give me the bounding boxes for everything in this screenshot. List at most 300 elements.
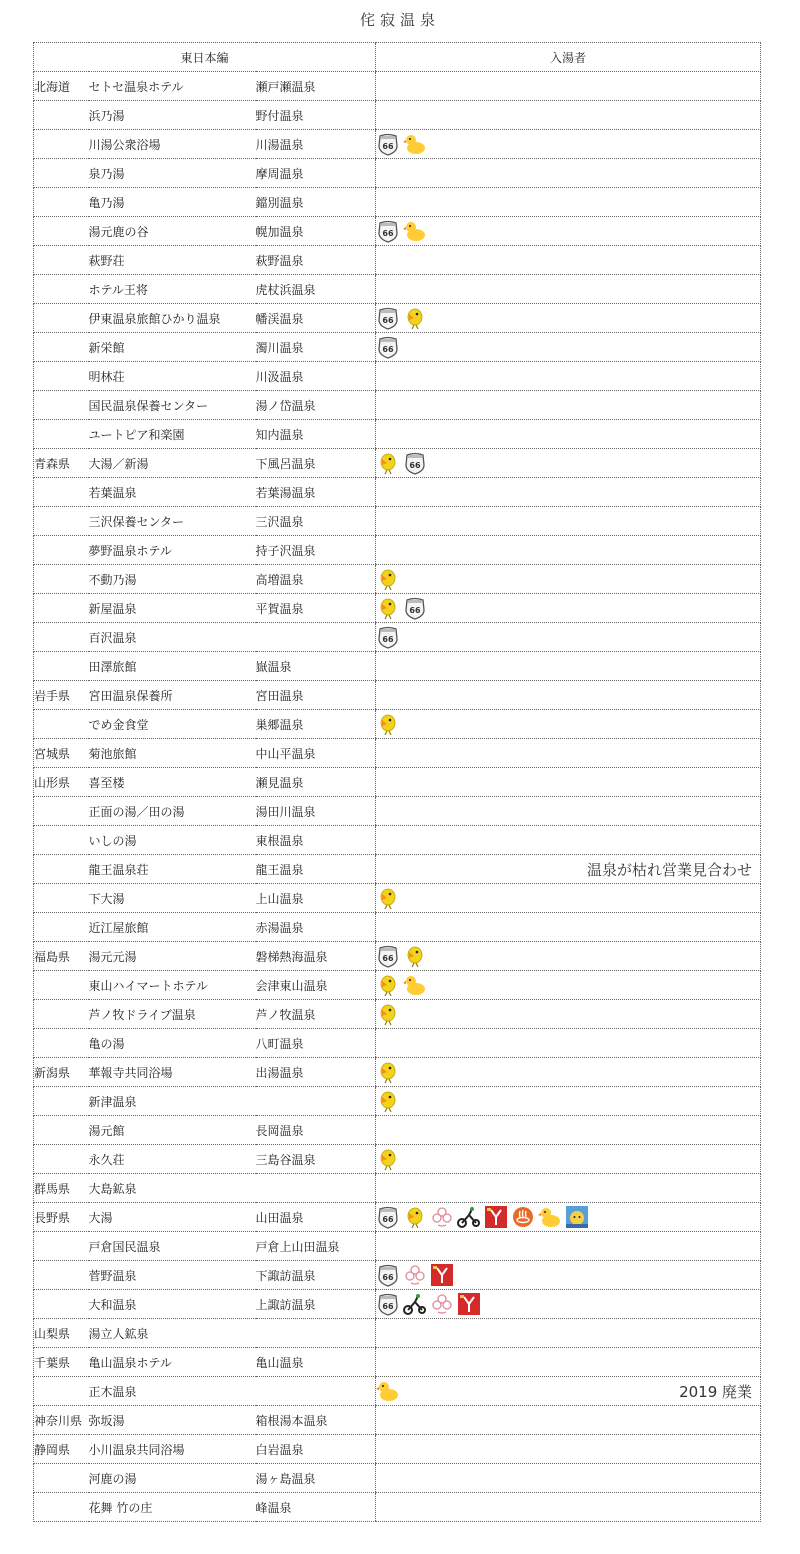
visitor-cell [376,797,761,826]
route66-icon [376,944,400,968]
onsen-area-cell: 赤湯温泉 [256,913,376,942]
prefecture-cell: 青森県 [34,449,89,478]
route66-icon [376,1292,400,1316]
status-note: 2019 廃業 [679,1383,753,1401]
route66-icon [376,306,400,330]
onsen-area-cell: 川湯温泉 [256,130,376,159]
onsen-area-cell [256,623,376,652]
onsen-area-cell: 知内温泉 [256,420,376,449]
prefecture-cell: 山梨県 [34,1319,89,1348]
visitor-cell [376,623,761,652]
table-row [34,913,761,942]
prefecture-cell [34,594,89,623]
visitor-cell [376,1000,761,1029]
prefecture-cell [34,333,89,362]
visitor-cell [376,1493,761,1522]
prefecture-cell [34,855,89,884]
table-row [34,1174,761,1203]
svg-text:66: 66 [382,142,394,151]
table-row [34,1087,761,1116]
onsen-name-cell: 喜至楼 [89,768,256,797]
bird-icon [376,712,400,736]
visitor-cell [376,188,761,217]
visitor-cell [376,826,761,855]
onsen-name-cell: 百沢温泉 [89,623,256,652]
visitor-icons [376,1060,400,1084]
visitor-cell [376,913,761,942]
table-row [34,333,761,362]
visitor-cell [376,1116,761,1145]
onsen-area-cell: 宮田温泉 [256,681,376,710]
onsen-area-cell: 野付温泉 [256,101,376,130]
visitor-cell [376,1087,761,1116]
svg-text:66: 66 [409,606,421,615]
visitor-cell [376,449,761,478]
visitor-icons [376,306,427,330]
visitor-icons [376,886,400,910]
onsen-name-cell: 湯元元湯 [89,942,256,971]
table-row [34,942,761,971]
prefecture-cell [34,797,89,826]
prefecture-cell [34,1145,89,1174]
onsen-area-cell: 三島谷温泉 [256,1145,376,1174]
visitor-cell [376,478,761,507]
onsen-name-cell: 新津温泉 [89,1087,256,1116]
onsen-name-cell: 河鹿の湯 [89,1464,256,1493]
visitor-cell [376,681,761,710]
visitor-icons [376,712,400,736]
visitor-cell [376,246,761,275]
onsen-area-cell: 湯ノ岱温泉 [256,391,376,420]
prefecture-cell [34,623,89,652]
prefecture-cell [34,971,89,1000]
prefecture-cell: 群馬県 [34,1174,89,1203]
onsen-area-cell: 上諏訪温泉 [256,1290,376,1319]
page-title: 侘寂温泉 [359,11,440,29]
prefecture-cell [34,246,89,275]
flower-icon [430,1292,454,1316]
table-row [34,101,761,130]
onsen-name-cell: 三沢保養センター [89,507,256,536]
visitor-cell [376,739,761,768]
svg-text:66: 66 [382,316,394,325]
bird-icon [376,1089,400,1113]
prefecture-cell: 神奈川県 [34,1406,89,1435]
table-row [34,1058,761,1087]
onsen-name-cell: 近江屋旅館 [89,913,256,942]
prefecture-cell: 山形県 [34,768,89,797]
table-row [34,1348,761,1377]
prefecture-cell [34,362,89,391]
table-header-row [34,43,761,72]
onsen-name-cell: 新屋温泉 [89,594,256,623]
table-row [34,855,761,884]
onsen-name-cell: 湯元鹿の谷 [89,217,256,246]
onsen-area-cell: 山田温泉 [256,1203,376,1232]
duck-icon [403,973,427,997]
table-row [34,623,761,652]
visitor-cell [376,1348,761,1377]
region-header: 東日本編 [34,43,376,72]
prefecture-cell [34,884,89,913]
visitors-header: 入湯者 [376,43,761,72]
visitor-icons [376,219,427,243]
visitor-cell [376,420,761,449]
motorbike-icon [403,1292,427,1316]
onsen-name-cell: 菅野温泉 [89,1261,256,1290]
bird-icon [376,596,400,620]
prefecture-cell [34,188,89,217]
prefecture-cell [34,1000,89,1029]
table-row [34,884,761,913]
onsen-name-cell: 永久荘 [89,1145,256,1174]
svg-text:66: 66 [382,1273,394,1282]
onsen-area-cell: 持子沢温泉 [256,536,376,565]
bird-icon [376,886,400,910]
table-row [34,1116,761,1145]
svg-text:66: 66 [382,345,394,354]
table-row [34,217,761,246]
onsen-area-cell: 白岩温泉 [256,1435,376,1464]
visitor-cell [376,565,761,594]
prefecture-cell [34,391,89,420]
table-row [34,1145,761,1174]
onsen-area-cell: 虎杖浜温泉 [256,275,376,304]
prefecture-cell [34,507,89,536]
table-row [34,478,761,507]
bird-icon [376,567,400,591]
bird-icon [376,451,400,475]
visitor-cell [376,594,761,623]
onsen-name-cell: 菊池旅館 [89,739,256,768]
visitor-icons [376,335,400,359]
visitor-cell [376,304,761,333]
table-row [34,188,761,217]
flower-icon [430,1205,454,1229]
onsen-name-cell: 弥坂湯 [89,1406,256,1435]
svg-text:66: 66 [382,229,394,238]
prefecture-cell: 静岡県 [34,1435,89,1464]
onsen-name-cell: 夢野温泉ホテル [89,536,256,565]
route66-icon [403,451,427,475]
visitor-cell [376,884,761,913]
prefecture-cell [34,478,89,507]
visitor-icons [376,1089,400,1113]
bird-icon [376,973,400,997]
route66-icon [376,132,400,156]
prefecture-cell [34,1493,89,1522]
visitor-cell [376,1203,761,1232]
onsen-area-cell: 龍王温泉 [256,855,376,884]
table-row [34,1232,761,1261]
visitor-icons [376,1147,400,1171]
prefecture-cell [34,1377,89,1406]
route66-icon [376,1205,400,1229]
table-row [34,1377,761,1406]
onsen-name-cell: 大湯 [89,1203,256,1232]
onsen-area-cell: 高増温泉 [256,565,376,594]
svg-text:66: 66 [382,1302,394,1311]
onsen-area-cell: 三沢温泉 [256,507,376,536]
onsen-area-cell: 瀬戸瀬温泉 [256,72,376,101]
bird-icon [376,1002,400,1026]
table-row [34,420,761,449]
svg-text:66: 66 [409,461,421,470]
onsen-area-cell: 亀山温泉 [256,1348,376,1377]
onsen-area-cell: 平賀温泉 [256,594,376,623]
onsen-name-cell: 下大湯 [89,884,256,913]
table-row [34,1203,761,1232]
onsen-area-cell: 八町温泉 [256,1029,376,1058]
onsen-name-cell: 亀の湯 [89,1029,256,1058]
prefecture-cell: 北海道 [34,72,89,101]
visitor-cell [376,1232,761,1261]
prefecture-cell [34,217,89,246]
onsen-name-cell: 大和温泉 [89,1290,256,1319]
svg-text:66: 66 [382,954,394,963]
prefecture-cell [34,652,89,681]
prefecture-cell [34,159,89,188]
visitor-cell [376,1145,761,1174]
table-row [34,246,761,275]
onsen-area-cell: 下諏訪温泉 [256,1261,376,1290]
svg-text:66: 66 [382,635,394,644]
visitor-cell [376,333,761,362]
visitor-icons [376,1263,454,1287]
onsen-area-cell: 嶽温泉 [256,652,376,681]
onsen-name-cell: 正木温泉 [89,1377,256,1406]
red-tile-icon [484,1205,508,1229]
onsen-name-cell: 明林荘 [89,362,256,391]
route66-icon [403,596,427,620]
visitor-cell [376,1464,761,1493]
visitor-cell [376,1319,761,1348]
onsen-name-cell: 浜乃湯 [89,101,256,130]
flower-icon [403,1263,427,1287]
onsen-area-cell: 箱根湯本温泉 [256,1406,376,1435]
bird-icon [403,306,427,330]
onsen-name-cell: 湯立人鉱泉 [89,1319,256,1348]
table-row [34,1000,761,1029]
visitor-icons [376,1379,400,1403]
table-row [34,1319,761,1348]
table-row [34,710,761,739]
prefecture-cell [34,130,89,159]
onsen-area-cell [256,1174,376,1203]
visitor-cell [376,1029,761,1058]
onsen-name-cell: 小川温泉共同浴場 [89,1435,256,1464]
onsen-area-cell: 下風呂温泉 [256,449,376,478]
visitor-cell [376,362,761,391]
table-row [34,1290,761,1319]
visitor-icons [376,596,427,620]
onsen-area-cell: 中山平温泉 [256,739,376,768]
visitor-cell [376,855,761,884]
visitor-cell [376,159,761,188]
onsen-name-cell: 伊東温泉旅館ひかり温泉 [89,304,256,333]
visitor-icons [376,944,427,968]
onsen-area-cell [256,1087,376,1116]
onsen-area-cell: 峰温泉 [256,1493,376,1522]
duck-icon [403,132,427,156]
onsen-name-cell: 宮田温泉保養所 [89,681,256,710]
onsen-area-cell: 瀬見温泉 [256,768,376,797]
prefecture-cell [34,710,89,739]
prefecture-cell [34,304,89,333]
prefecture-cell [34,1232,89,1261]
bird-icon [403,1205,427,1229]
onsen-name-cell: 龍王温泉荘 [89,855,256,884]
table-row [34,362,761,391]
prefecture-cell [34,275,89,304]
route66-icon [376,625,400,649]
table-row [34,768,761,797]
table-row [34,391,761,420]
table-row [34,1406,761,1435]
table-row [34,1435,761,1464]
table-row [34,797,761,826]
table-row [34,681,761,710]
prefecture-cell [34,1464,89,1493]
onsen-area-cell [256,1319,376,1348]
table-row [34,739,761,768]
onsen-name-cell: 亀山温泉ホテル [89,1348,256,1377]
onsen-name-cell: 正面の湯／田の湯 [89,797,256,826]
onsen-name-cell: 不動乃湯 [89,565,256,594]
table-row [34,507,761,536]
onsen-area-cell: 摩周温泉 [256,159,376,188]
onsen-name-cell: 新栄館 [89,333,256,362]
prefecture-cell: 新潟県 [34,1058,89,1087]
table-row [34,304,761,333]
onsen-name-cell: でめ金食堂 [89,710,256,739]
table-row [34,971,761,1000]
route66-icon [376,219,400,243]
onsen-area-cell: 磐梯熱海温泉 [256,942,376,971]
visitor-cell [376,942,761,971]
route66-icon [376,1263,400,1287]
table-row [34,565,761,594]
onsen-name-cell: 川湯公衆浴場 [89,130,256,159]
onsen-area-cell: 幡渓温泉 [256,304,376,333]
onsen-name-cell: 湯元館 [89,1116,256,1145]
visitor-cell [376,507,761,536]
table-row [34,536,761,565]
table-row [34,449,761,478]
onsen-name-cell: セトセ温泉ホテル [89,72,256,101]
onsen-name-cell: 大島鉱泉 [89,1174,256,1203]
onsen-area-cell: 湯ヶ島温泉 [256,1464,376,1493]
onsen-table [33,42,761,1522]
onsen-area-cell: 東根温泉 [256,826,376,855]
bird-icon [376,1147,400,1171]
blue-tile-icon [565,1205,589,1229]
visitor-cell [376,217,761,246]
onsen-area-cell: 湯田川温泉 [256,797,376,826]
visitor-cell [376,1174,761,1203]
onsen-name-cell: ホテル王将 [89,275,256,304]
onsen-area-cell: 芦ノ牧温泉 [256,1000,376,1029]
prefecture-cell [34,1261,89,1290]
table-row [34,72,761,101]
onsen-name-cell: 東山ハイマートホテル [89,971,256,1000]
prefecture-cell [34,1029,89,1058]
prefecture-cell: 宮城県 [34,739,89,768]
visitor-cell [376,101,761,130]
visitor-icons [376,1292,481,1316]
visitor-icons [376,451,427,475]
onsen-name-cell: 国民温泉保養センター [89,391,256,420]
onsen-name-cell: 華報寺共同浴場 [89,1058,256,1087]
table-row [34,1029,761,1058]
visitor-cell [376,971,761,1000]
duck-icon [538,1205,562,1229]
onsen-area-cell: 巣郷温泉 [256,710,376,739]
prefecture-cell [34,1290,89,1319]
visitor-cell [376,1290,761,1319]
onsen-area-cell [256,1377,376,1406]
prefecture-cell [34,913,89,942]
onsen-area-cell: 戸倉上山田温泉 [256,1232,376,1261]
table-row [34,159,761,188]
onsen-name-cell: いしの湯 [89,826,256,855]
prefecture-cell: 福島県 [34,942,89,971]
visitor-cell [376,536,761,565]
visitor-cell [376,130,761,159]
visitor-cell [376,768,761,797]
onsen-area-cell: 会津東山温泉 [256,971,376,1000]
duck-icon [376,1379,400,1403]
onsen-area-cell: 若葉湯温泉 [256,478,376,507]
motorbike-icon [457,1205,481,1229]
table-row [34,130,761,159]
onsen-area-cell: 出湯温泉 [256,1058,376,1087]
visitor-cell [376,710,761,739]
visitor-icons [376,973,427,997]
prefecture-cell [34,420,89,449]
onsen-name-cell: 大湯／新湯 [89,449,256,478]
onsen-name-cell: 泉乃湯 [89,159,256,188]
duck-icon [403,219,427,243]
onsen-name-cell: 田澤旅館 [89,652,256,681]
prefecture-cell [34,1116,89,1145]
prefecture-cell: 千葉県 [34,1348,89,1377]
visitor-cell [376,1406,761,1435]
bird-icon [376,1060,400,1084]
table-row [34,594,761,623]
prefecture-cell [34,565,89,594]
visitor-cell [376,72,761,101]
visitor-cell [376,1435,761,1464]
visitor-cell [376,391,761,420]
table-row [34,652,761,681]
table-row [34,1464,761,1493]
prefecture-cell: 長野県 [34,1203,89,1232]
visitor-icons [376,567,400,591]
onsen-name-cell: 花舞 竹の庄 [89,1493,256,1522]
onsen-name-cell: 亀乃湯 [89,188,256,217]
onsen-area-cell: 川汲温泉 [256,362,376,391]
onsen-name-cell: 芦ノ牧ドライブ温泉 [89,1000,256,1029]
onsen-area-cell: 鐺別温泉 [256,188,376,217]
onsen-name-cell: 萩野荘 [89,246,256,275]
onsen-name-cell: 戸倉国民温泉 [89,1232,256,1261]
bird-icon [403,944,427,968]
visitor-cell [376,1261,761,1290]
route66-icon [376,335,400,359]
visitor-cell [376,275,761,304]
prefecture-cell [34,1087,89,1116]
